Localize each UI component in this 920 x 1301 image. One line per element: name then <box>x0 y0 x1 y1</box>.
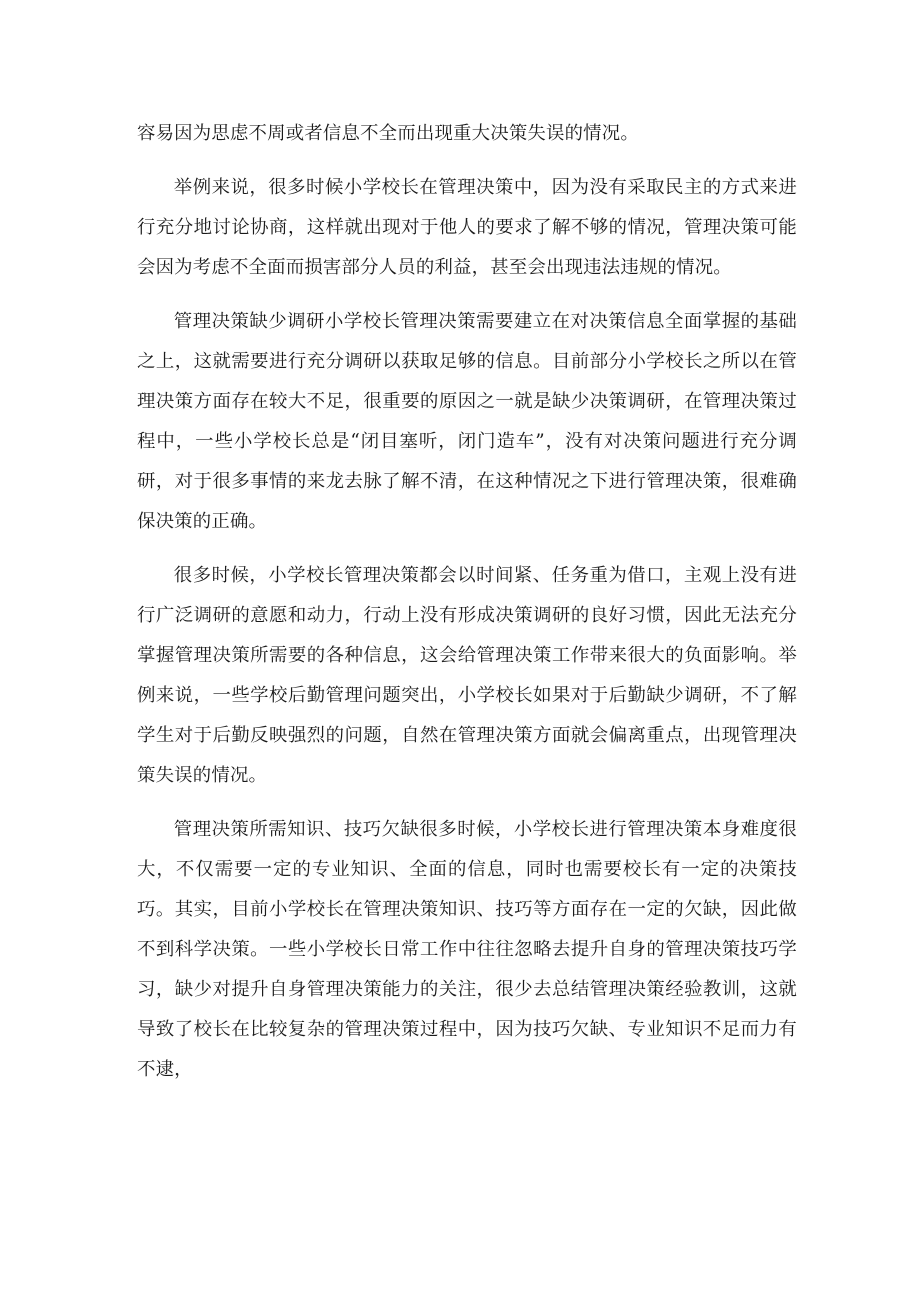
paragraph-time-pressure: 很多时候，小学校长管理决策都会以时间紧、任务重为借口，主观上没有进行广泛调研的意愿和动力，行动上没有形成决策调研的良好习惯，因此无法充分掌握管理决策所需要的各种信息，这会给管理决策工作带来很大的负面影响。举例来说，一些学校后勤管理问题突出，小学校长如果对于后勤缺少调研，不了解学生对于后勤反映强烈的问题，自然在管理决策方面就会偏离重点，出现管理决策失误的情况。 <box>137 565 797 786</box>
paragraph-example-democracy: 举例来说，很多时候小学校长在管理决策中，因为没有采取民主的方式来进行充分地讨论协商，这样就出现对于他人的要求了解不够的情况，管理决策可能会因为考虑不全面而损害部分人员的利益，甚至会出现违法违规的情况。 <box>137 177 797 278</box>
document-body <box>137 114 797 1104</box>
paragraph-continuation: 容易因为思虑不周或者信息不全而出现重大决策失误的情况。 <box>137 123 639 144</box>
paragraph-lack-of-research: 管理决策缺少调研小学校长管理决策需要建立在对决策信息全面掌握的基础之上，这就需要进行充分调研以获取足够的信息。目前部分小学校长之所以在管理决策方面存在较大不足，很重要的原因之一就是缺少决策调研，在管理决策过程中，一些小学校长总是“闭目塞听，闭门造车”，没有对决策问题进行充分调研，对于很多事情的来龙去脉了解不清，在这种情况之下进行管理决策，很难确保决策的正确。 <box>137 311 797 532</box>
paragraph-knowledge-skills: 管理决策所需知识、技巧欠缺很多时候，小学校长进行管理决策本身难度很大，不仅需要一定的专业知识、全面的信息，同时也需要校长有一定的决策技巧。其实，目前小学校长在管理决策知识、技巧等方面存在一定的欠缺，因此做不到科学决策。一些小学校长日常工作中往往忽略去提升自身的管理决策技巧学习，缺少对提升自身管理决策能力的关注，很少去总结管理决策经验教训，这就导致了校长在比较复杂的管理决策过程中，因为技巧欠缺、专业知识不足而力有不逮， <box>137 819 797 1080</box>
